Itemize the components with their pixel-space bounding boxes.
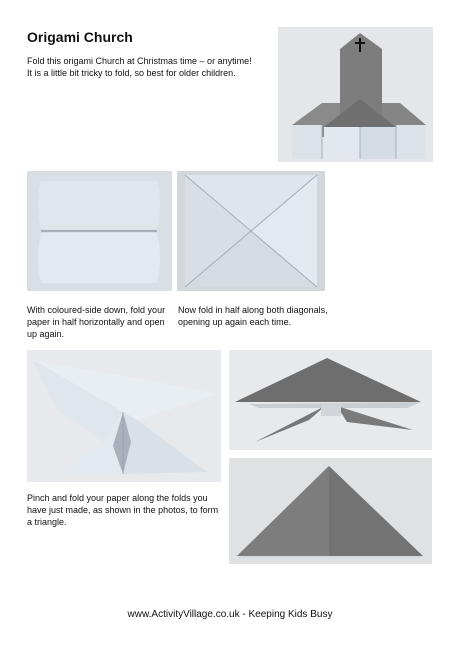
step3-triangle-flaps-photo — [229, 350, 432, 450]
step2-photo — [177, 171, 325, 291]
page-title: Origami Church — [27, 29, 133, 45]
grey-triangle-flaps-image — [229, 350, 432, 450]
finished-church-photo — [278, 27, 433, 162]
step1-caption: With coloured-side down, fold your paper in half horizontally and open up again. — [27, 305, 166, 339]
intro-line-2: It is a little bit tricky to fold, so best for older children. — [27, 68, 236, 78]
paper-folded-half-image — [27, 171, 172, 291]
paper-diagonal-folds-image — [177, 171, 325, 291]
step1-photo — [27, 171, 172, 291]
footer-text: www.ActivityVillage.co.uk - Keeping Kids Busy — [127, 609, 333, 620]
step3-caption: Pinch and fold your paper along the folds you have just made, as shown in the photos, to form a triangle. — [27, 493, 219, 527]
step2-caption: Now fold in half along both diagonals, opening up again each time. — [178, 305, 328, 327]
grey-triangle-image — [229, 458, 432, 564]
church-model-image — [278, 27, 433, 162]
step3-triangle-photo — [229, 458, 432, 564]
step3-pinch-photo — [27, 350, 221, 482]
intro-line-1: Fold this origami Church at Christmas time – or anytime! — [27, 56, 252, 66]
intro-text — [27, 55, 277, 79]
paper-pinch-fold-image — [27, 350, 221, 482]
